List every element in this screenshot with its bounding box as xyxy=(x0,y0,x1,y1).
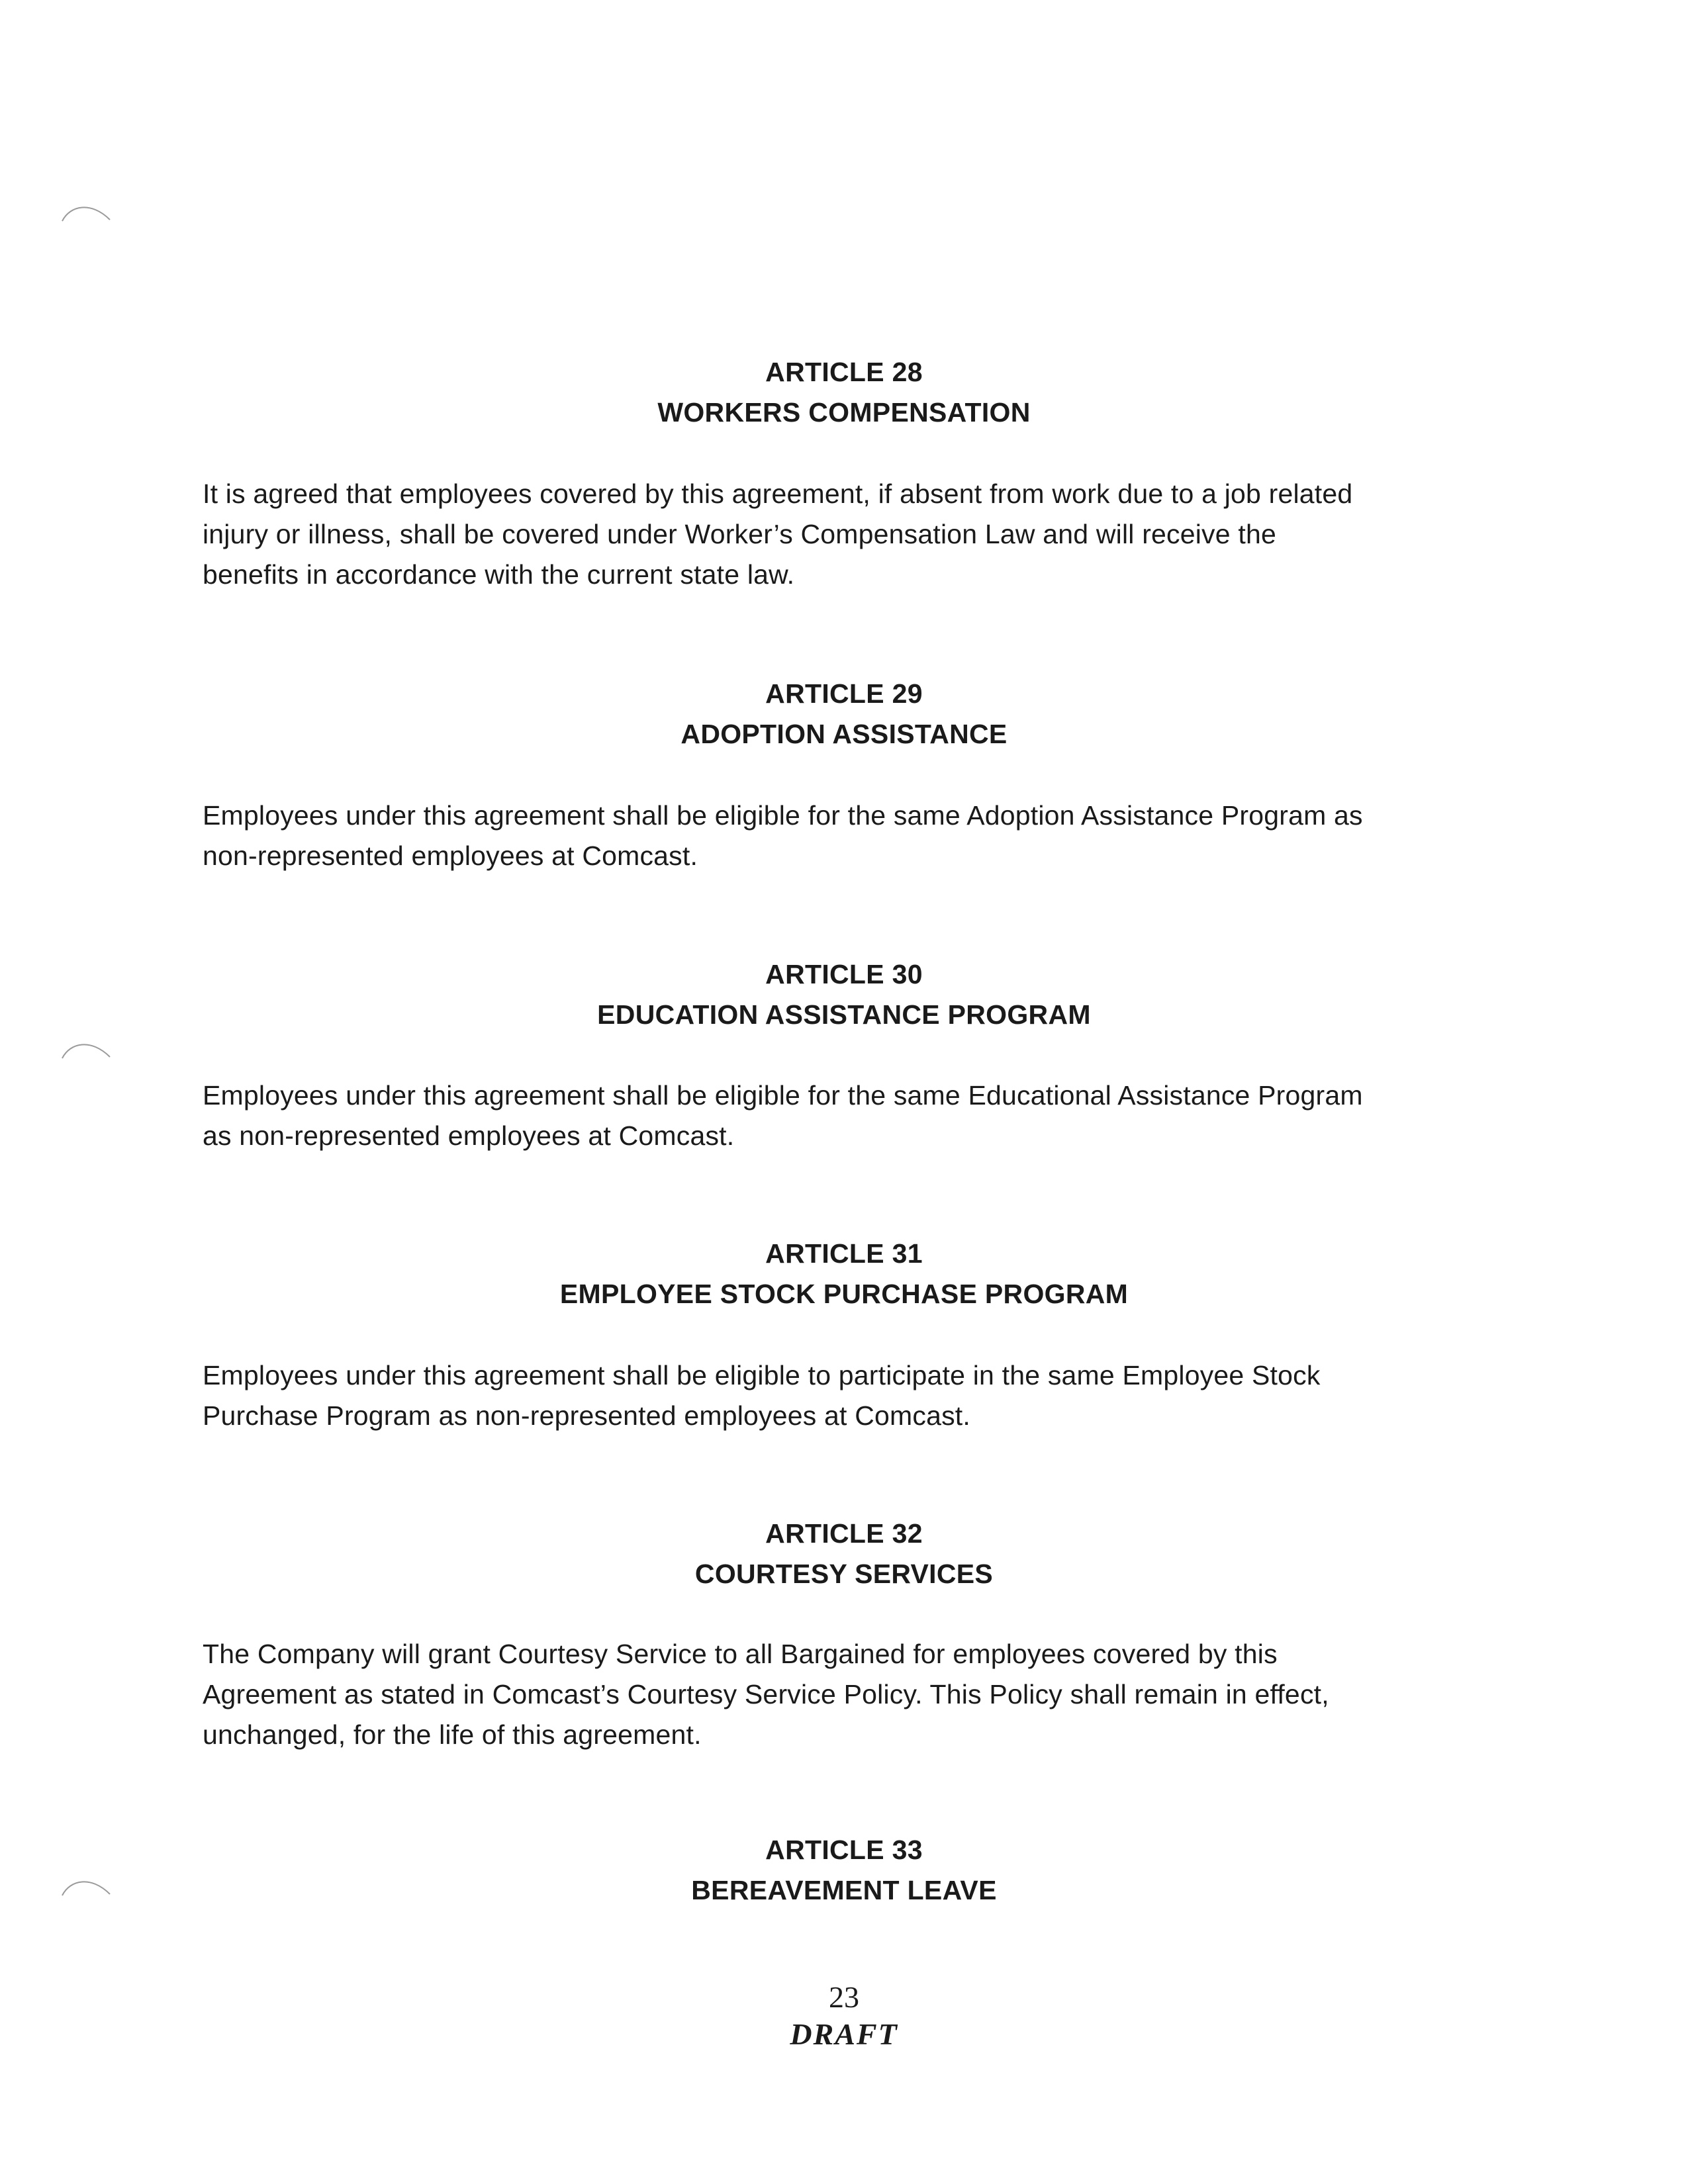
article-30-body xyxy=(203,1075,1500,1156)
punch-hole-mark-top xyxy=(61,199,114,225)
article-number: ARTICLE 31 xyxy=(765,1238,923,1269)
page-number: 23 xyxy=(829,1980,859,2014)
article-title: BEREAVEMENT LEAVE xyxy=(691,1875,997,1905)
article-title: WORKERS COMPENSATION xyxy=(657,397,1031,428)
body-line: Employees under this agreement shall be eligible to participate in the same Employee Stock xyxy=(203,1360,1321,1390)
article-number: ARTICLE 32 xyxy=(765,1518,923,1549)
article-title: COURTESY SERVICES xyxy=(694,1559,994,1589)
article-31-body xyxy=(203,1355,1500,1436)
article-30 xyxy=(0,954,1688,1035)
body-line: non-represented employees at Comcast. xyxy=(203,841,698,871)
body-line: Purchase Program as non-represented employees at Comcast. xyxy=(203,1400,970,1431)
article-title: ADOPTION ASSISTANCE xyxy=(680,719,1008,749)
article-number: ARTICLE 33 xyxy=(765,1835,923,1865)
article-32 xyxy=(0,1514,1688,1594)
article-28-body xyxy=(203,474,1500,595)
article-33 xyxy=(0,1830,1688,1911)
body-line: injury or illness, shall be covered under Worker’s Compensation Law and will receive the xyxy=(203,519,1276,549)
body-line: Employees under this agreement shall be eligible for the same Adoption Assistance Program as xyxy=(203,800,1363,831)
body-line: unchanged, for the life of this agreement. xyxy=(203,1719,702,1750)
article-title: EDUCATION ASSISTANCE PROGRAM xyxy=(597,999,1091,1030)
article-29 xyxy=(0,674,1688,754)
article-31 xyxy=(0,1234,1688,1314)
article-title: EMPLOYEE STOCK PURCHASE PROGRAM xyxy=(559,1279,1129,1309)
page-footer xyxy=(0,1979,1688,2053)
article-number: ARTICLE 29 xyxy=(765,678,923,709)
article-32-body xyxy=(203,1634,1500,1755)
article-number: ARTICLE 30 xyxy=(765,959,923,989)
punch-hole-mark-middle xyxy=(61,1036,114,1062)
article-29-body xyxy=(203,796,1500,876)
draft-label: DRAFT xyxy=(790,2017,898,2051)
body-line: It is agreed that employees covered by this agreement, if absent from work due to a job related xyxy=(203,478,1353,509)
body-line: Employees under this agreement shall be eligible for the same Educational Assistance Program xyxy=(203,1080,1363,1111)
article-28 xyxy=(0,352,1688,433)
body-line: as non-represented employees at Comcast. xyxy=(203,1120,735,1151)
body-line: The Company will grant Courtesy Service to all Bargained for employees covered by this xyxy=(203,1639,1278,1669)
body-line: Agreement as stated in Comcast’s Courtesy Service Policy. This Policy shall remain in effect, xyxy=(203,1679,1329,1709)
article-number: ARTICLE 28 xyxy=(765,357,923,387)
body-line: benefits in accordance with the current state law. xyxy=(203,559,795,590)
